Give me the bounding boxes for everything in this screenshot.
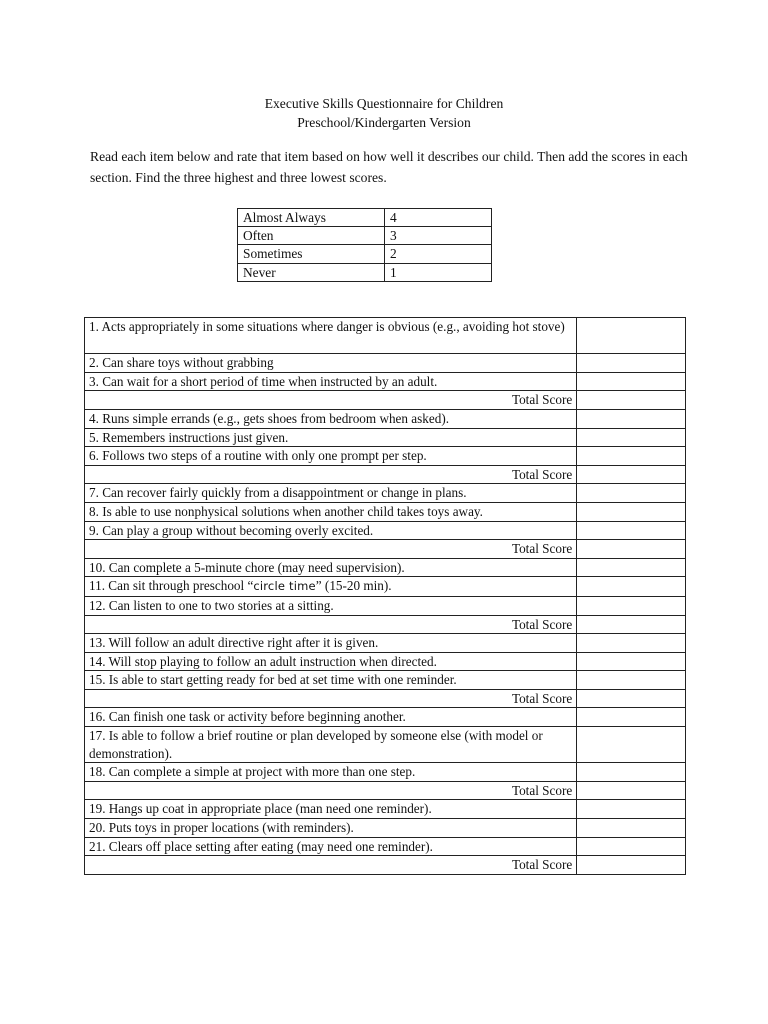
- total-score-cell[interactable]: [577, 781, 686, 800]
- total-row: [85, 391, 686, 410]
- item-text: 13. Will follow an adult directive right after it is given.: [85, 634, 577, 653]
- rating-label: Sometimes: [238, 245, 385, 263]
- item-row: [85, 558, 686, 577]
- item-score-cell[interactable]: [577, 800, 686, 819]
- item-row: [85, 354, 686, 373]
- item-score-cell[interactable]: [577, 634, 686, 653]
- item-row: [85, 800, 686, 819]
- rating-label: Often: [238, 227, 385, 245]
- rating-scale-row: [238, 263, 492, 281]
- document-title: Executive Skills Questionnaire for Children: [264, 96, 504, 111]
- total-row: [85, 781, 686, 800]
- item-score-cell[interactable]: [577, 409, 686, 428]
- rating-value: 2: [385, 245, 492, 263]
- document-title-block: [0, 94, 768, 132]
- item-score-cell[interactable]: [577, 484, 686, 503]
- item-text: 19. Hangs up coat in appropriate place (man need one reminder).: [85, 800, 577, 819]
- item-row: [85, 484, 686, 503]
- item-score-cell[interactable]: [577, 502, 686, 521]
- item-text: 1. Acts appropriately in some situations where danger is obvious (e.g., avoiding hot stove): [85, 318, 577, 354]
- item-text: 12. Can listen to one to two stories at a sitting.: [85, 596, 577, 615]
- item-text: 17. Is able to follow a brief routine or plan developed by someone else (with model or demonstration).: [85, 727, 577, 763]
- item-row: [85, 447, 686, 466]
- total-score-label: Total Score: [85, 465, 577, 484]
- item-row: [85, 428, 686, 447]
- total-score-label: Total Score: [85, 391, 577, 410]
- item-text-part: 11. Can sit through preschool “: [89, 578, 254, 594]
- rating-value: 4: [385, 209, 492, 227]
- total-score-label: Total Score: [85, 540, 577, 559]
- item-score-cell[interactable]: [577, 763, 686, 782]
- rating-label: Almost Always: [238, 209, 385, 227]
- item-score-cell[interactable]: [577, 671, 686, 690]
- rating-scale-row: [238, 227, 492, 245]
- item-row: [85, 318, 686, 354]
- rating-scale-table: [237, 208, 492, 282]
- instructions-paragraph: Read each item below and rate that item based on how well it describes our child. Then add the scores in each section. Find the three highest and three lowest scores.: [90, 149, 688, 185]
- item-text: 18. Can complete a simple at project with more than one step.: [85, 763, 577, 782]
- item-text: 7. Can recover fairly quickly from a disappointment or change in plans.: [85, 484, 577, 503]
- item-score-cell[interactable]: [577, 708, 686, 727]
- item-score-cell[interactable]: [577, 318, 686, 354]
- total-row: [85, 615, 686, 634]
- item-score-cell[interactable]: [577, 428, 686, 447]
- item-score-cell[interactable]: [577, 447, 686, 466]
- item-text: 15. Is able to start getting ready for bed at set time with one reminder.: [85, 671, 577, 690]
- item-text: [85, 577, 577, 597]
- rating-scale-row: [238, 209, 492, 227]
- item-text: 20. Puts toys in proper locations (with reminders).: [85, 819, 577, 838]
- total-score-label: Total Score: [85, 781, 577, 800]
- item-text: 10. Can complete a 5-minute chore (may need supervision).: [85, 558, 577, 577]
- item-text: 16. Can finish one task or activity before beginning another.: [85, 708, 577, 727]
- item-row: [85, 819, 686, 838]
- total-row: [85, 540, 686, 559]
- item-row: [85, 652, 686, 671]
- item-score-cell[interactable]: [577, 372, 686, 391]
- item-text: 8. Is able to use nonphysical solutions when another child takes toys away.: [85, 502, 577, 521]
- item-text: 9. Can play a group without becoming overly excited.: [85, 521, 577, 540]
- rating-scale-row: [238, 245, 492, 263]
- rating-label: Never: [238, 263, 385, 281]
- item-row: [85, 634, 686, 653]
- item-text-part: ” (15-20 min).: [315, 578, 392, 594]
- item-score-cell[interactable]: [577, 819, 686, 838]
- item-text: 2. Can share toys without grabbing: [85, 354, 577, 373]
- item-score-cell[interactable]: [577, 837, 686, 856]
- item-text: 14. Will stop playing to follow an adult instruction when directed.: [85, 652, 577, 671]
- item-row: [85, 708, 686, 727]
- rating-value: 1: [385, 263, 492, 281]
- item-row: [85, 596, 686, 615]
- total-row: [85, 689, 686, 708]
- item-text: 5. Remembers instructions just given.: [85, 428, 577, 447]
- item-row: [85, 727, 686, 763]
- total-score-cell[interactable]: [577, 391, 686, 410]
- item-score-cell[interactable]: [577, 652, 686, 671]
- total-score-cell[interactable]: [577, 856, 686, 875]
- total-score-cell[interactable]: [577, 615, 686, 634]
- total-score-label: Total Score: [85, 689, 577, 708]
- item-row: [85, 521, 686, 540]
- total-score-cell[interactable]: [577, 465, 686, 484]
- item-row: [85, 502, 686, 521]
- total-score-cell[interactable]: [577, 540, 686, 559]
- total-row: [85, 465, 686, 484]
- item-score-cell[interactable]: [577, 577, 686, 597]
- total-score-cell[interactable]: [577, 689, 686, 708]
- item-text: 4. Runs simple errands (e.g., gets shoes from bedroom when asked).: [85, 409, 577, 428]
- item-row: [85, 409, 686, 428]
- rating-value: 3: [385, 227, 492, 245]
- item-row: [85, 763, 686, 782]
- item-row: [85, 372, 686, 391]
- item-score-cell[interactable]: [577, 596, 686, 615]
- item-score-cell[interactable]: [577, 354, 686, 373]
- item-row: [85, 577, 686, 597]
- item-score-cell[interactable]: [577, 558, 686, 577]
- item-score-cell[interactable]: [577, 727, 686, 763]
- item-row: [85, 837, 686, 856]
- item-text: 3. Can wait for a short period of time when instructed by an adult.: [85, 372, 577, 391]
- circle-time-term: circle time: [253, 579, 316, 594]
- total-score-label: Total Score: [85, 856, 577, 875]
- item-text: 6. Follows two steps of a routine with only one prompt per step.: [85, 447, 577, 466]
- item-row: [85, 671, 686, 690]
- item-score-cell[interactable]: [577, 521, 686, 540]
- total-score-label: Total Score: [85, 615, 577, 634]
- questionnaire-table: [84, 317, 686, 875]
- total-row: [85, 856, 686, 875]
- item-text: 21. Clears off place setting after eating (may need one reminder).: [85, 837, 577, 856]
- document-subtitle: Preschool/Kindergarten Version: [297, 115, 471, 130]
